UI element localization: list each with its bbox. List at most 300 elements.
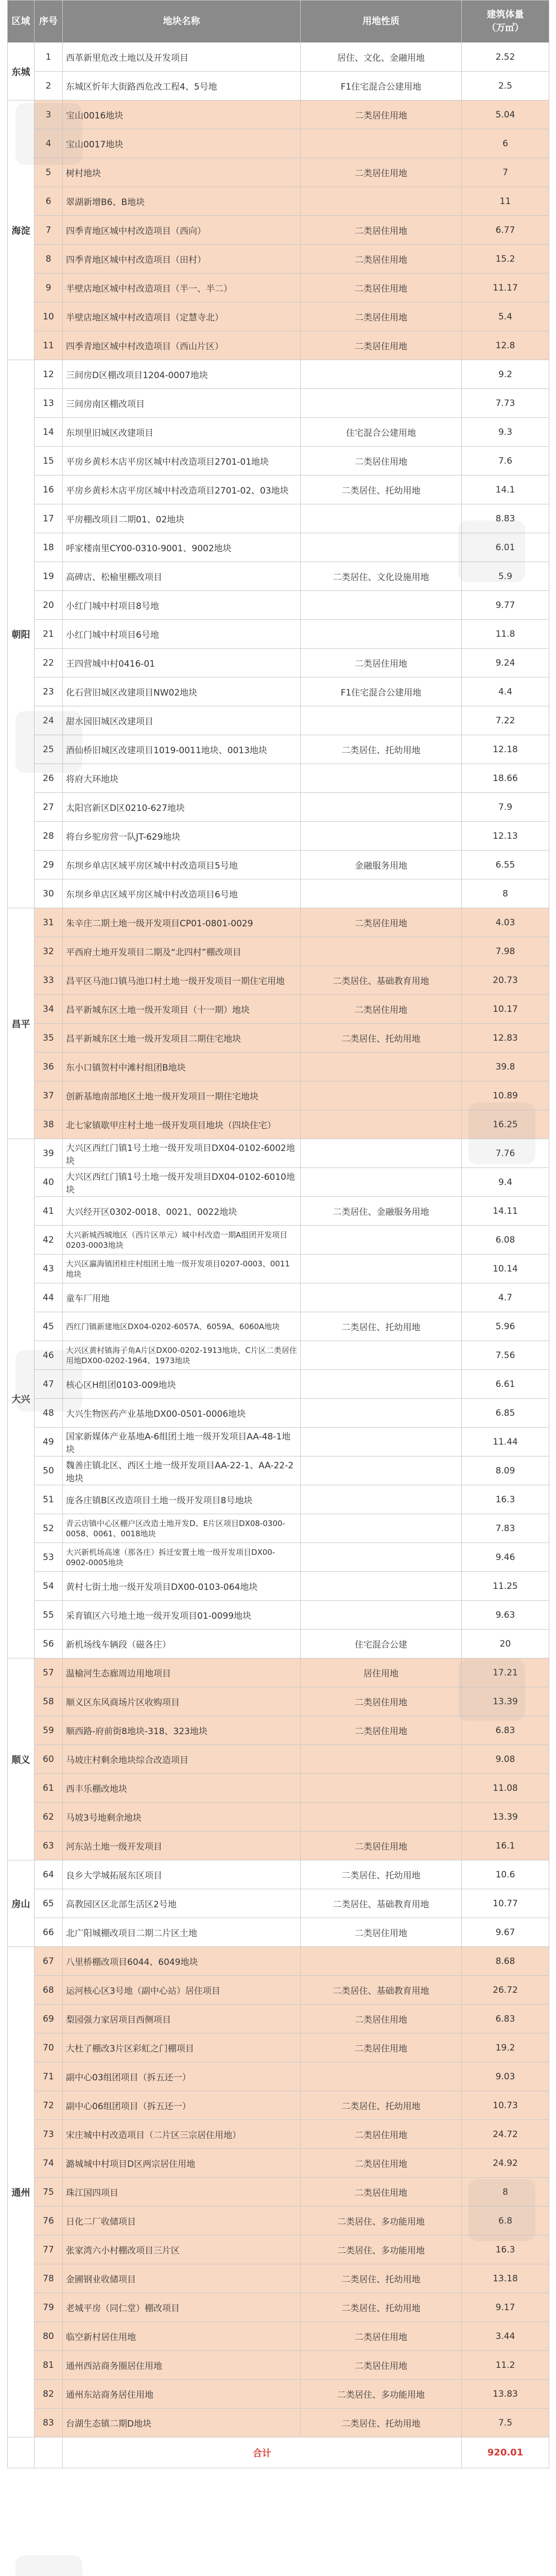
land-use-cell: 居住、文化、金融用地 — [301, 43, 462, 72]
plot-name-cell: 大兴区西红门镇1号土地一级开发项目DX04-0102-6010地块 — [63, 1168, 301, 1197]
seq-cell: 56 — [34, 1630, 63, 1658]
land-use-cell: 二类居住、基础教育用地 — [301, 1976, 462, 2005]
seq-cell: 78 — [34, 2264, 63, 2293]
total-label: 合计 — [63, 2437, 462, 2468]
table-row — [8, 1485, 549, 1514]
total-blank-cell — [34, 2437, 63, 2468]
table-row — [8, 2207, 549, 2235]
table-row — [8, 245, 549, 274]
plot-name-cell: 翠湖新增B6、B地块 — [63, 187, 301, 216]
seq-cell: 73 — [34, 2120, 63, 2149]
table-row — [8, 447, 549, 476]
seq-cell: 51 — [34, 1485, 63, 1514]
volume-cell: 5.04 — [462, 100, 549, 129]
seq-cell: 55 — [34, 1601, 63, 1630]
table-row — [8, 1312, 549, 1341]
seq-cell: 41 — [34, 1197, 63, 1226]
volume-cell: 20 — [462, 1630, 549, 1658]
seq-cell: 40 — [34, 1168, 63, 1197]
volume-cell: 18.66 — [462, 764, 549, 793]
volume-cell: 14.11 — [462, 1197, 549, 1226]
volume-cell: 8.09 — [462, 1456, 549, 1485]
volume-cell: 13.18 — [462, 2264, 549, 2293]
plot-name-cell: 顺西路-府前街8地块-318、323地块 — [63, 1716, 301, 1745]
plot-name-cell: 大兴生物医药产业基地DX00-0501-0006地块 — [63, 1399, 301, 1428]
land-use-cell — [301, 1139, 462, 1168]
plot-name-cell: 采育镇区六号地土地一级开发项目01-0099地块 — [63, 1601, 301, 1630]
volume-cell: 7.83 — [462, 1514, 549, 1543]
land-use-cell — [301, 1601, 462, 1630]
seq-cell: 44 — [34, 1283, 63, 1312]
volume-cell: 6.61 — [462, 1370, 549, 1399]
table-row — [8, 129, 549, 158]
seq-cell: 46 — [34, 1341, 63, 1370]
land-use-cell: 二类居住用地 — [301, 2033, 462, 2062]
land-use-cell: 二类居住、多功能用地 — [301, 2380, 462, 2409]
seq-cell: 79 — [34, 2293, 63, 2322]
seq-cell: 70 — [34, 2033, 63, 2062]
seq-cell: 33 — [34, 966, 63, 995]
plot-name-cell: 梨园强力家居项目西侧项目 — [63, 2005, 301, 2033]
land-use-cell — [301, 822, 462, 851]
table-row — [8, 1283, 549, 1312]
volume-cell: 8 — [462, 879, 549, 908]
volume-cell: 7 — [462, 158, 549, 187]
volume-cell: 8.68 — [462, 1947, 549, 1976]
table-container — [7, 0, 549, 2468]
land-use-cell — [301, 1226, 462, 1255]
plot-name-cell: 将府大环地块 — [63, 764, 301, 793]
volume-cell: 6.08 — [462, 1226, 549, 1255]
table-row — [8, 2293, 549, 2322]
plot-name-cell: 高教园区区北部生活区2号地 — [63, 1889, 301, 1918]
table-row — [8, 2380, 549, 2409]
volume-cell: 3.44 — [462, 2322, 549, 2351]
plot-name-cell: 三间房南区棚改项目 — [63, 389, 301, 418]
land-use-cell — [301, 591, 462, 620]
plot-name-cell: 顺义区东风商场片区收购项目 — [63, 1687, 301, 1716]
table-body — [8, 43, 549, 2468]
seq-cell: 34 — [34, 995, 63, 1024]
seq-cell: 37 — [34, 1081, 63, 1110]
seq-cell: 59 — [34, 1716, 63, 1745]
land-use-cell: 二类居住、托幼用地 — [301, 1312, 462, 1341]
land-use-cell: 二类居住用地 — [301, 274, 462, 302]
table-row — [8, 1572, 549, 1601]
table-row — [8, 620, 549, 649]
seq-cell: 48 — [34, 1399, 63, 1428]
seq-cell: 28 — [34, 822, 63, 851]
plot-name-cell: 八里桥棚改项目6044、6049地块 — [63, 1947, 301, 1976]
seq-cell: 20 — [34, 591, 63, 620]
table-row — [8, 2005, 549, 2033]
table-row — [8, 706, 549, 735]
table-row — [8, 1053, 549, 1081]
volume-cell: 9.67 — [462, 1918, 549, 1947]
seq-cell: 66 — [34, 1918, 63, 1947]
land-use-cell: 二类居住、托幼用地 — [301, 1024, 462, 1053]
table-row — [8, 100, 549, 129]
header-volume-line1: 建筑体量 — [486, 9, 524, 20]
table-row — [8, 1658, 549, 1687]
table-row — [8, 966, 549, 995]
plot-name-cell: 西革新里危改土地以及开发项目 — [63, 43, 301, 72]
seq-cell: 7 — [34, 216, 63, 245]
land-use-cell: 二类居住、托幼用地 — [301, 2091, 462, 2120]
plot-name-cell: 东坝乡单店区域平房区城中村改造项目5号地 — [63, 851, 301, 879]
plot-name-cell: 张家湾六小村棚改项目三片区 — [63, 2235, 301, 2264]
seq-cell: 43 — [34, 1255, 63, 1283]
land-use-cell — [301, 1456, 462, 1485]
table-row — [8, 1341, 549, 1370]
seq-cell: 16 — [34, 476, 63, 504]
volume-cell: 39.8 — [462, 1053, 549, 1081]
plot-name-cell: 大兴经开区0302-0018、0021、0022地块 — [63, 1197, 301, 1226]
seq-cell: 52 — [34, 1514, 63, 1543]
land-use-cell — [301, 1543, 462, 1572]
volume-cell: 4.4 — [462, 677, 549, 706]
table-row — [8, 995, 549, 1024]
volume-cell: 16.3 — [462, 1485, 549, 1514]
plot-name-cell: 珠江国四项目 — [63, 2178, 301, 2207]
seq-cell: 57 — [34, 1658, 63, 1687]
volume-cell: 15.2 — [462, 245, 549, 274]
seq-cell: 58 — [34, 1687, 63, 1716]
table-row — [8, 43, 549, 72]
table-row — [8, 533, 549, 562]
seq-cell: 23 — [34, 677, 63, 706]
volume-cell: 7.76 — [462, 1139, 549, 1168]
volume-cell: 11.2 — [462, 2351, 549, 2380]
header-district: 区域 — [8, 1, 34, 43]
district-cell: 大兴 — [8, 1139, 34, 1658]
land-use-cell — [301, 1110, 462, 1139]
volume-cell: 7.22 — [462, 706, 549, 735]
land-use-cell — [301, 1053, 462, 1081]
volume-cell: 20.73 — [462, 966, 549, 995]
volume-cell: 7.98 — [462, 937, 549, 966]
plot-name-cell: 平西府土地开发项目二期及“北四村”棚改项目 — [63, 937, 301, 966]
land-use-cell: 二类居住、多功能用地 — [301, 2235, 462, 2264]
header-seq: 序号 — [34, 1, 63, 43]
seq-cell: 1 — [34, 43, 63, 72]
volume-cell: 13.83 — [462, 2380, 549, 2409]
volume-cell: 12.8 — [462, 331, 549, 360]
district-cell: 通州 — [8, 1947, 34, 2437]
seq-cell: 15 — [34, 447, 63, 476]
volume-cell: 6.85 — [462, 1399, 549, 1428]
land-use-cell — [301, 1283, 462, 1312]
volume-cell: 4.7 — [462, 1283, 549, 1312]
plot-name-cell: 新机场线车辆段（磁各庄） — [63, 1630, 301, 1658]
seq-cell: 81 — [34, 2351, 63, 2380]
plot-name-cell: 平房乡黄杉木店平房区城中村改造项目2701-01地块 — [63, 447, 301, 476]
seq-cell: 9 — [34, 274, 63, 302]
table-row — [8, 418, 549, 447]
table-row — [8, 1168, 549, 1197]
volume-cell: 11 — [462, 187, 549, 216]
land-use-cell: 二类居住用地 — [301, 2120, 462, 2149]
plot-name-cell: 宋庄城中村改造项目（二片区三宗居住用地） — [63, 2120, 301, 2149]
table-row — [8, 389, 549, 418]
plot-name-cell: 宝山0017地块 — [63, 129, 301, 158]
plot-name-cell: 半壁店地区城中村改造项目（半一、半二） — [63, 274, 301, 302]
seq-cell: 83 — [34, 2409, 63, 2437]
volume-cell: 9.77 — [462, 591, 549, 620]
watermark-block — [15, 2555, 82, 2576]
plot-name-cell: 北七家镇歇甲庄村土地一级开发项目地块（四块住宅） — [63, 1110, 301, 1139]
land-use-cell: 二类居住用地 — [301, 649, 462, 677]
table-row — [8, 879, 549, 908]
table-row — [8, 72, 549, 100]
table-row — [8, 851, 549, 879]
table-row — [8, 1399, 549, 1428]
seq-cell: 36 — [34, 1053, 63, 1081]
land-use-cell — [301, 1341, 462, 1370]
plot-name-cell: 朱辛庄二期土地一级开发项目CP01-0801-0029 — [63, 908, 301, 937]
volume-cell: 13.39 — [462, 1687, 549, 1716]
land-use-cell — [301, 187, 462, 216]
plot-name-cell: 马坡庄村剩余地块综合改造项目 — [63, 1745, 301, 1774]
plot-name-cell: 昌平区马池口镇马池口村土地一级开发项目一期住宅用地 — [63, 966, 301, 995]
table-row — [8, 1543, 549, 1572]
land-use-cell — [301, 793, 462, 822]
volume-cell: 7.73 — [462, 389, 549, 418]
land-use-cell: 二类居住用地 — [301, 100, 462, 129]
seq-cell: 18 — [34, 533, 63, 562]
land-use-cell: 二类居住用地 — [301, 302, 462, 331]
volume-cell: 8.83 — [462, 504, 549, 533]
land-use-cell: 二类居住、基础教育用地 — [301, 966, 462, 995]
seq-cell: 74 — [34, 2149, 63, 2178]
volume-cell: 11.17 — [462, 274, 549, 302]
land-use-cell: 住宅混合公建 — [301, 1630, 462, 1658]
seq-cell: 69 — [34, 2005, 63, 2033]
plot-name-cell: 四季青地区城中村改造项目（西向） — [63, 216, 301, 245]
land-use-cell — [301, 620, 462, 649]
land-use-cell — [301, 1514, 462, 1543]
plot-name-cell: 大杜了棚改3片区彩虹之门棚项目 — [63, 2033, 301, 2062]
seq-cell: 31 — [34, 908, 63, 937]
seq-cell: 38 — [34, 1110, 63, 1139]
volume-cell: 6.55 — [462, 851, 549, 879]
total-row — [8, 2437, 549, 2468]
volume-cell: 10.73 — [462, 2091, 549, 2120]
volume-cell: 16.3 — [462, 2235, 549, 2264]
table-row — [8, 158, 549, 187]
plot-name-cell: 半壁店地区城中村改造项目（定慧寺北） — [63, 302, 301, 331]
seq-cell: 77 — [34, 2235, 63, 2264]
seq-cell: 25 — [34, 735, 63, 764]
plot-name-cell: 大兴新机场高速（那各庄）拆迁安置土地一级开发项目DX00-0902-0005地块 — [63, 1543, 301, 1572]
volume-cell: 9.24 — [462, 649, 549, 677]
plot-name-cell: 良乡大学城拓展东区项目 — [63, 1860, 301, 1889]
plot-name-cell: 金圃钢业收储项目 — [63, 2264, 301, 2293]
district-cell: 朝阳 — [8, 360, 34, 908]
plot-name-cell: 老城平房（同仁堂）棚改项目 — [63, 2293, 301, 2322]
land-use-cell: 二类居住、金融服务用地 — [301, 1197, 462, 1226]
plot-name-cell: 平房乡黄杉木店平房区城中村改造项目2701-02、03地块 — [63, 476, 301, 504]
seq-cell: 80 — [34, 2322, 63, 2351]
seq-cell: 53 — [34, 1543, 63, 1572]
seq-cell: 8 — [34, 245, 63, 274]
plot-name-cell: 东坝乡单店区域平房区城中村改造项目6号地 — [63, 879, 301, 908]
volume-cell: 9.08 — [462, 1745, 549, 1774]
volume-cell: 13.39 — [462, 1803, 549, 1832]
land-use-cell: 二类居住用地 — [301, 2322, 462, 2351]
seq-cell: 4 — [34, 129, 63, 158]
seq-cell: 39 — [34, 1139, 63, 1168]
table-row — [8, 1716, 549, 1745]
land-use-cell — [301, 504, 462, 533]
land-use-cell: 居住用地 — [301, 1658, 462, 1687]
table-row — [8, 1601, 549, 1630]
volume-cell: 26.72 — [462, 1976, 549, 2005]
volume-cell: 5.9 — [462, 562, 549, 591]
volume-cell: 17.21 — [462, 1658, 549, 1687]
table-row — [8, 187, 549, 216]
seq-cell: 45 — [34, 1312, 63, 1341]
volume-cell: 9.63 — [462, 1601, 549, 1630]
volume-cell: 7.56 — [462, 1341, 549, 1370]
plot-name-cell: 创新基地南部地区土地一级开发项目一期住宅地块 — [63, 1081, 301, 1110]
seq-cell: 65 — [34, 1889, 63, 1918]
seq-cell: 35 — [34, 1024, 63, 1053]
land-use-cell — [301, 1081, 462, 1110]
land-use-cell — [301, 389, 462, 418]
table-row — [8, 2351, 549, 2380]
land-use-cell — [301, 1745, 462, 1774]
plot-name-cell: 平房棚改项目二期01、02地块 — [63, 504, 301, 533]
land-use-cell: F1住宅混合公建用地 — [301, 72, 462, 100]
land-use-cell: F1住宅混合公建用地 — [301, 677, 462, 706]
table-row — [8, 1630, 549, 1658]
header-land-use: 用地性质 — [301, 1, 462, 43]
district-cell: 房山 — [8, 1860, 34, 1947]
land-use-cell — [301, 1774, 462, 1803]
volume-cell: 12.83 — [462, 1024, 549, 1053]
volume-cell: 10.6 — [462, 1860, 549, 1889]
header-volume-line2: （万㎡） — [486, 22, 524, 33]
land-plot-table — [7, 0, 549, 2468]
plot-name-cell: 三间房D区棚改项目1204-0007地块 — [63, 360, 301, 389]
volume-cell: 4.03 — [462, 908, 549, 937]
seq-cell: 71 — [34, 2062, 63, 2091]
land-use-cell: 二类居住、文化设施用地 — [301, 562, 462, 591]
table-row — [8, 562, 549, 591]
plot-name-cell: 核心区H组团0103-009地块 — [63, 1370, 301, 1399]
plot-name-cell: 通州西站商务圈居住用地 — [63, 2351, 301, 2380]
volume-cell: 9.4 — [462, 1168, 549, 1197]
land-use-cell — [301, 1399, 462, 1428]
plot-name-cell: 酒仙桥旧城区改建项目1019-0011地块、0013地块 — [63, 735, 301, 764]
seq-cell: 27 — [34, 793, 63, 822]
land-use-cell — [301, 1370, 462, 1399]
table-row — [8, 2178, 549, 2207]
volume-cell: 11.8 — [462, 620, 549, 649]
plot-name-cell: 青云店镇中心区棚户区改造土地开发D、E片区项目DX08-0300-0058、0061、0018地块 — [63, 1514, 301, 1543]
district-cell: 昌平 — [8, 908, 34, 1139]
table-row — [8, 1918, 549, 1947]
plot-name-cell: 呼家楼南里CY00-0310-9001、9002地块 — [63, 533, 301, 562]
plot-name-cell: 东坝里旧城区改建项目 — [63, 418, 301, 447]
seq-cell: 82 — [34, 2380, 63, 2409]
seq-cell: 6 — [34, 187, 63, 216]
plot-name-cell: 小红门城中村项目6号地 — [63, 620, 301, 649]
table-row — [8, 1428, 549, 1456]
plot-name-cell: 庞各庄镇B区改造项目土地一级开发项目8号地块 — [63, 1485, 301, 1514]
plot-name-cell: 树村地块 — [63, 158, 301, 187]
land-use-cell: 二类居住、托幼用地 — [301, 2409, 462, 2437]
volume-cell: 6.83 — [462, 1716, 549, 1745]
land-use-cell: 二类居住用地 — [301, 331, 462, 360]
plot-name-cell: 温榆河生态廊周边用地项目 — [63, 1658, 301, 1687]
volume-cell: 14.1 — [462, 476, 549, 504]
plot-name-cell: 四季青地区城中村改造项目（田村） — [63, 245, 301, 274]
volume-cell: 11.25 — [462, 1572, 549, 1601]
land-use-cell: 二类居住、托幼用地 — [301, 735, 462, 764]
table-header-row — [8, 1, 549, 43]
land-use-cell — [301, 706, 462, 735]
district-cell: 顺义 — [8, 1658, 34, 1860]
land-use-cell: 二类居住用地 — [301, 1687, 462, 1716]
land-use-cell: 二类居住、托幼用地 — [301, 2293, 462, 2322]
plot-name-cell: 日化二厂收储项目 — [63, 2207, 301, 2235]
table-row — [8, 1110, 549, 1139]
volume-cell: 6.77 — [462, 216, 549, 245]
land-use-cell: 二类居住用地 — [301, 908, 462, 937]
table-row — [8, 937, 549, 966]
plot-name-cell: 昌平新城东区土地一级开发项目二期住宅地块 — [63, 1024, 301, 1053]
volume-cell: 9.3 — [462, 418, 549, 447]
land-use-cell — [301, 1947, 462, 1976]
header-volume — [462, 1, 549, 43]
table-row — [8, 2091, 549, 2120]
district-cell: 海淀 — [8, 100, 34, 360]
seq-cell: 68 — [34, 1976, 63, 2005]
total-blank-cell — [8, 2437, 34, 2468]
seq-cell: 22 — [34, 649, 63, 677]
table-row — [8, 1081, 549, 1110]
volume-cell: 12.13 — [462, 822, 549, 851]
volume-cell: 11.44 — [462, 1428, 549, 1456]
volume-cell: 6.01 — [462, 533, 549, 562]
seq-cell: 13 — [34, 389, 63, 418]
volume-cell: 10.17 — [462, 995, 549, 1024]
land-use-cell: 二类居住用地 — [301, 2178, 462, 2207]
table-row — [8, 504, 549, 533]
land-use-cell: 二类居住用地 — [301, 1716, 462, 1745]
plot-name-cell: 化石营旧城区改建项目NW02地块 — [63, 677, 301, 706]
header-plot-name: 地块名称 — [63, 1, 301, 43]
volume-cell: 16.25 — [462, 1110, 549, 1139]
volume-cell: 2.52 — [462, 43, 549, 72]
table-row — [8, 1687, 549, 1716]
table-row — [8, 216, 549, 245]
table-row — [8, 649, 549, 677]
seq-cell: 54 — [34, 1572, 63, 1601]
volume-cell: 9.17 — [462, 2293, 549, 2322]
volume-cell: 6.83 — [462, 2005, 549, 2033]
table-row — [8, 1976, 549, 2005]
table-row — [8, 2062, 549, 2091]
plot-name-cell: 副中心06组团项目（拆五还一） — [63, 2091, 301, 2120]
land-use-cell — [301, 2062, 462, 2091]
volume-cell: 10.89 — [462, 1081, 549, 1110]
plot-name-cell: 潞城城中村项目D区两宗居住用地 — [63, 2149, 301, 2178]
land-use-cell: 二类居住用地 — [301, 995, 462, 1024]
seq-cell: 32 — [34, 937, 63, 966]
